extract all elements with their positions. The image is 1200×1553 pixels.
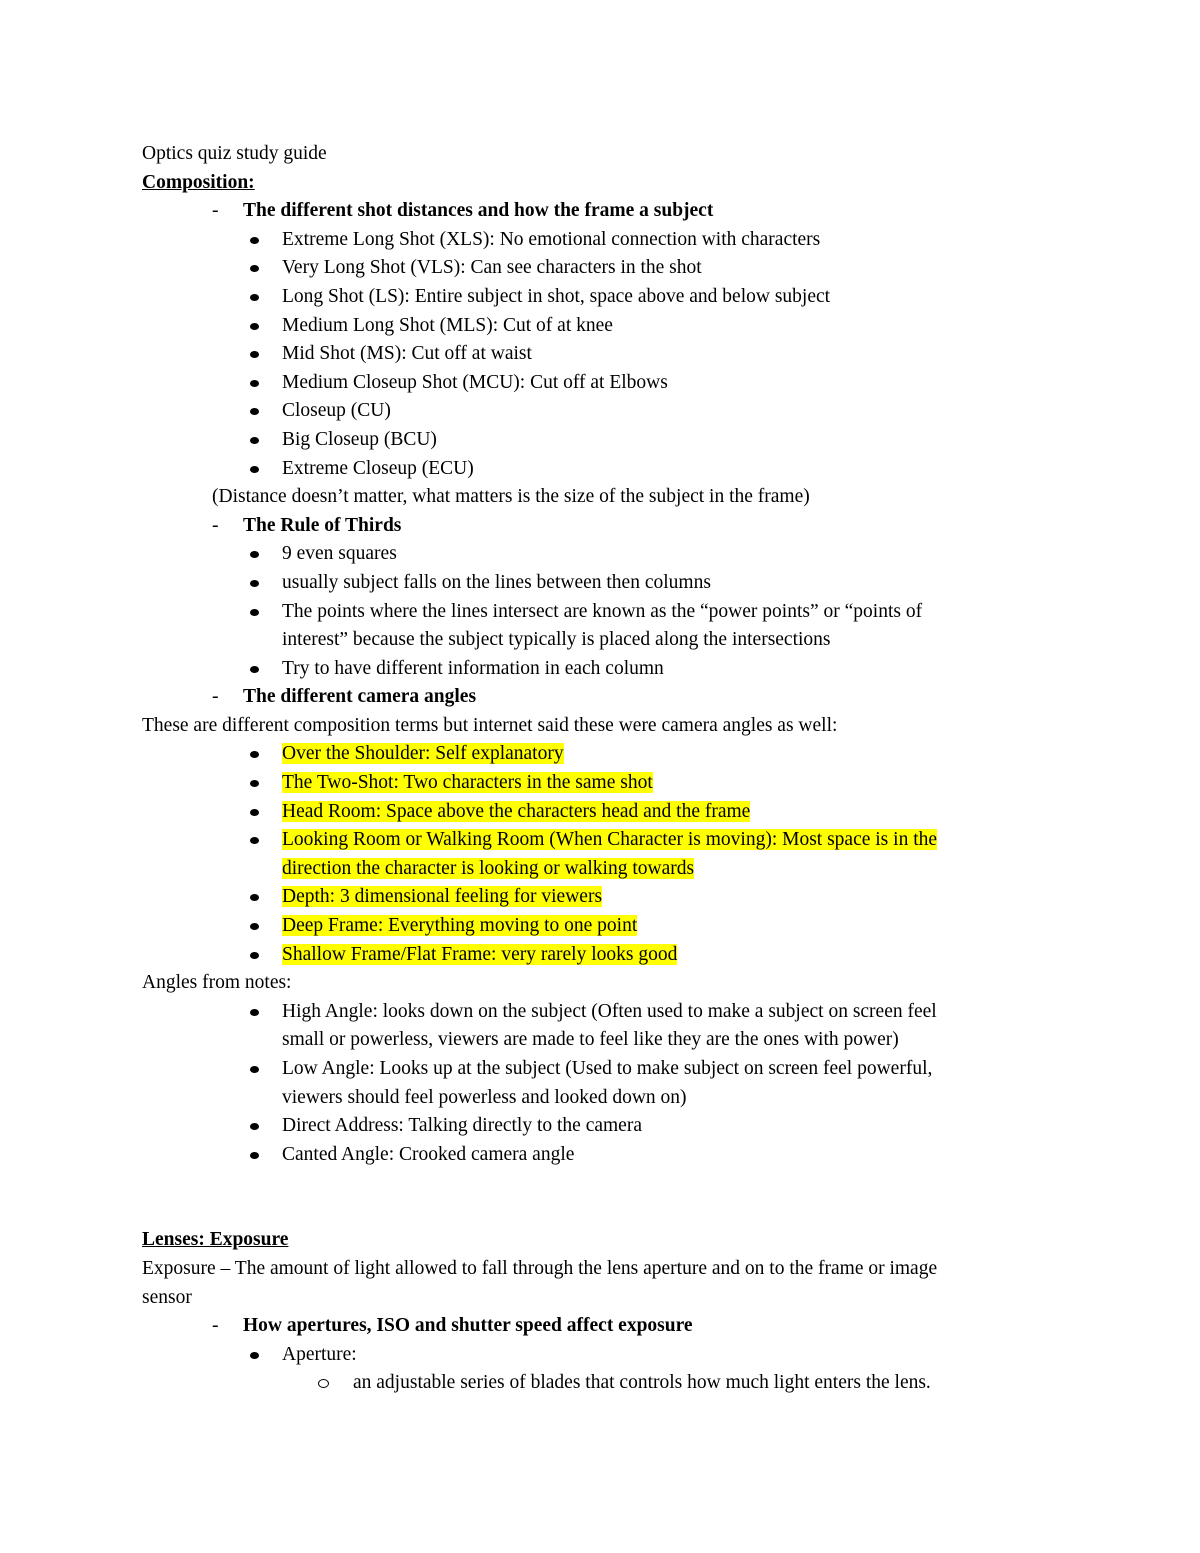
- list-item: [142, 626, 1042, 655]
- bullet-icon: [250, 666, 259, 673]
- list-item: [142, 540, 1042, 569]
- dash-marker: -: [212, 1315, 219, 1337]
- document-title: Optics quiz study guide: [142, 143, 327, 164]
- list-item: [142, 912, 1042, 941]
- bullet-icon: [250, 1009, 259, 1016]
- bullet-icon: [250, 609, 259, 616]
- section-heading-lenses: Lenses: Exposure: [142, 1229, 289, 1251]
- bullet-icon: [250, 952, 259, 959]
- list-item: [142, 655, 1042, 684]
- bullet-icon: [250, 380, 259, 387]
- list-item: [142, 283, 1042, 312]
- list-item-text: Mid Shot (MS): Cut off at waist: [282, 343, 532, 365]
- dash-marker: -: [212, 514, 219, 536]
- list-item-text: small or powerless, viewers are made to feel like they are the ones with power): [282, 1029, 899, 1051]
- bullet-icon: [250, 551, 259, 558]
- list-item-text: Closeup (CU): [282, 400, 391, 422]
- list-item: [142, 569, 1042, 598]
- bullet-icon: [250, 323, 259, 330]
- list-item: [142, 455, 1042, 484]
- bullet-icon: [250, 294, 259, 301]
- list-item-text: Long Shot (LS): Entire subject in shot, space above and below subject: [282, 285, 831, 307]
- list-item-text: Deep Frame: Everything moving to one point: [282, 915, 638, 937]
- shot-distance-note: (Distance doesn’t matter, what matters is the size of the subject in the frame): [212, 486, 810, 508]
- list-item: [142, 1112, 1042, 1141]
- list-item: [142, 1026, 1042, 1055]
- list-item-aperture: Aperture:: [142, 1341, 1042, 1370]
- bullet-icon: [250, 1123, 259, 1130]
- list-item-text: Extreme Long Shot (XLS): No emotional connection with characters: [282, 228, 821, 250]
- list-item-text: 9 even squares: [282, 543, 397, 565]
- bullet-icon: [250, 351, 259, 358]
- shot-distance-list: [142, 226, 1042, 483]
- dash-marker: -: [212, 686, 219, 708]
- list-item-text: usually subject falls on the lines between then columns: [282, 571, 711, 593]
- list-item: [142, 312, 1042, 341]
- list-item: [142, 340, 1042, 369]
- list-item-text: Low Angle: Looks up at the subject (Used to make subject on screen feel powerful,: [282, 1058, 933, 1079]
- bullet-icon: [250, 408, 259, 415]
- list-item: [142, 883, 1042, 912]
- bullet-icon: [250, 466, 259, 473]
- list-item: [142, 798, 1042, 827]
- list-item: [142, 855, 1042, 884]
- bullet-icon: [250, 1066, 259, 1073]
- bullet-icon: [250, 780, 259, 787]
- subheading-camera-angles: - The different camera angles: [142, 683, 1042, 712]
- list-item-text: The Two-Shot: Two characters in the same shot: [282, 772, 653, 794]
- list-item-text: Depth: 3 dimensional feeling for viewers: [282, 886, 603, 908]
- list-item-text: Canted Angle: Crooked camera angle: [282, 1143, 575, 1165]
- list-item-text: Extreme Closeup (ECU): [282, 457, 474, 479]
- bullet-icon: [250, 923, 259, 930]
- bullet-icon: [250, 894, 259, 901]
- subheading-exposure-factors: - How apertures, ISO and shutter speed affect exposure: [142, 1312, 1042, 1341]
- highlighted-terms-list: [142, 740, 1042, 969]
- list-item-text: Big Closeup (BCU): [282, 428, 437, 450]
- bullet-icon: [250, 1352, 259, 1359]
- list-item: [142, 740, 1042, 769]
- list-item: [142, 1055, 1042, 1084]
- list-item: [142, 598, 1042, 627]
- section-heading-composition: Composition:: [142, 171, 255, 193]
- list-item: [142, 941, 1042, 970]
- list-item-text: Over the Shoulder: Self explanatory: [282, 743, 564, 765]
- list-item-text: The points where the lines intersect are known as the “power points” or “points of: [282, 600, 923, 622]
- list-item-text: High Angle: looks down on the subject (Often used to make a subject on screen feel: [282, 1000, 937, 1022]
- list-item: [142, 1141, 1042, 1170]
- list-item: [142, 254, 1042, 283]
- list-item-text: viewers should feel powerless and looked down on): [282, 1086, 687, 1108]
- bullet-icon: [250, 580, 259, 587]
- subheading-rule-of-thirds: - The Rule of Thirds: [142, 512, 1042, 541]
- list-item: [142, 226, 1042, 255]
- angles-notes-list: [142, 998, 1042, 1170]
- list-item-text: Shallow Frame/Flat Frame: very rarely looks good: [282, 943, 678, 965]
- list-item: [142, 998, 1042, 1027]
- list-item-text: interest” because the subject typically is placed along the intersections: [282, 629, 831, 651]
- section-spacer: [142, 1169, 1042, 1226]
- list-item: [142, 369, 1042, 398]
- bullet-icon: [250, 265, 259, 272]
- angles-notes-intro: Angles from notes:: [142, 972, 292, 994]
- list-item-text: Very Long Shot (VLS): Can see characters in the shot: [282, 257, 702, 279]
- bullet-icon: [250, 837, 259, 844]
- bullet-icon: [250, 1152, 259, 1159]
- list-item-text: Head Room: Space above the characters head and the frame: [282, 800, 751, 822]
- bullet-icon: [250, 751, 259, 758]
- hollow-bullet-icon: [318, 1379, 329, 1388]
- list-item: [142, 397, 1042, 426]
- bullet-icon: [250, 809, 259, 816]
- list-item-text: Medium Long Shot (MLS): Cut of at knee: [282, 314, 613, 336]
- exposure-definition-line-2: sensor: [142, 1286, 192, 1308]
- bullet-icon: [250, 237, 259, 244]
- camera-angles-intro: These are different composition terms but internet said these were camera angles as well:: [142, 714, 838, 736]
- list-item: [142, 826, 1042, 855]
- list-item: [142, 426, 1042, 455]
- list-item-text: Direct Address: Talking directly to the camera: [282, 1115, 642, 1137]
- sub-list-item-aperture-definition: an adjustable series of blades that controls how much light enters the lens.: [142, 1369, 1042, 1398]
- list-item-text: Medium Closeup Shot (MCU): Cut off at Elbows: [282, 371, 668, 393]
- rule-of-thirds-list: [142, 540, 1042, 683]
- list-item-text: Looking Room or Walking Room (When Character is moving): Most space is in the: [282, 829, 938, 851]
- subheading-shot-distances: - The different shot distances and how the frame a subject: [142, 197, 1042, 226]
- list-item: [142, 769, 1042, 798]
- list-item-text: Try to have different information in each column: [282, 657, 664, 679]
- document-page: [142, 140, 1042, 1398]
- exposure-definition-line-1: Exposure – The amount of light allowed to fall through the lens aperture and on to the frame or image: [142, 1257, 938, 1279]
- dash-marker: -: [212, 200, 219, 222]
- list-item-text: direction the character is looking or walking towards: [282, 857, 695, 879]
- list-item: [142, 1084, 1042, 1113]
- bullet-icon: [250, 437, 259, 444]
